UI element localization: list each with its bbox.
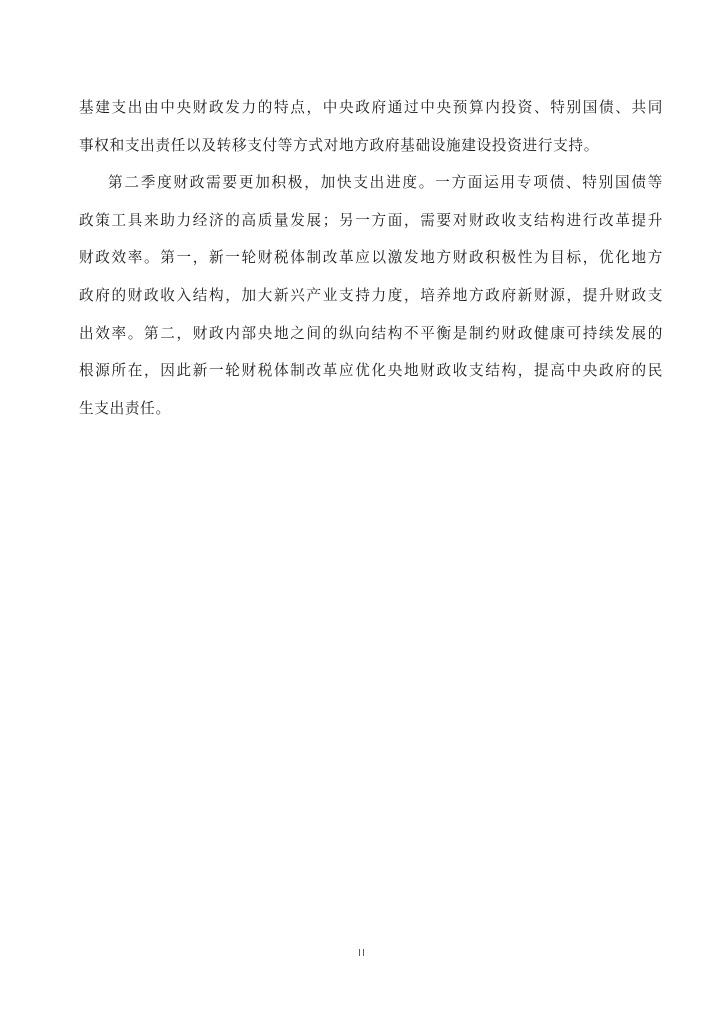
- paragraph-line: 事权和支出责任以及转移支付等方式对地方政府基础设施建设投资进行支持。: [79, 136, 599, 154]
- paragraph-line: 根源所在，因此新一轮财税体制改革应优化央地财政收支结构，提高中央政府的民: [79, 362, 663, 380]
- paragraph-2: [79, 164, 663, 427]
- paragraph-1: [79, 89, 663, 164]
- paragraph-line: 财政效率。第一，新一轮财税体制改革应以激发地方财政积极性为目标，优化地方: [79, 249, 663, 267]
- paragraph-line: 政府的财政收入结构，加大新兴产业支持力度，培养地方政府新财源，提升财政支: [79, 286, 663, 304]
- paragraph-line: 第二季度财政需要更加积极，加快支出进度。一方面运用专项债、特别国债等: [108, 174, 663, 192]
- paragraph-line: 出效率。第二，财政内部央地之间的纵向结构不平衡是制约财政健康可持续发展的: [79, 324, 663, 342]
- page-number: II: [358, 948, 366, 959]
- paragraph-line: 基建支出由中央财政发力的特点，中央政府通过中央预算内投资、特别国债、共同: [79, 99, 663, 116]
- paragraph-line: 生支出责任。: [79, 399, 171, 417]
- body-text: [79, 89, 663, 427]
- paragraph-line: 政策工具来助力经济的高质量发展；另一方面，需要对财政收支结构进行改革提升: [79, 211, 663, 229]
